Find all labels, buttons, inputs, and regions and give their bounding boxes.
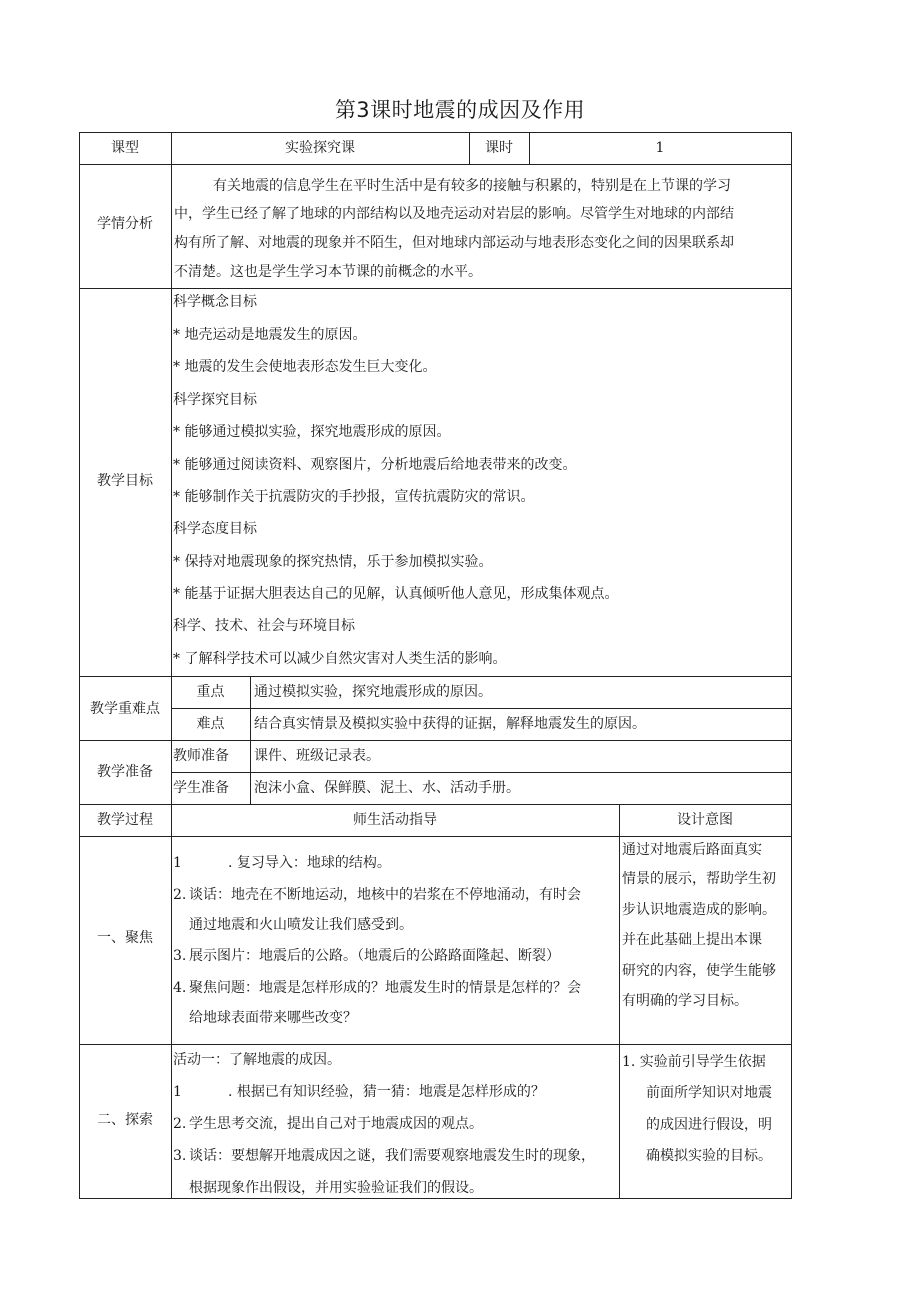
table-border-top bbox=[79, 132, 792, 133]
explore-text: 学生思考交流，提出自己对于地震成因的观点。 bbox=[189, 1116, 483, 1132]
focus-intent-line: 通过对地震后路面真实 bbox=[622, 842, 762, 858]
goal-item: * 保持对地震现象的探究热情，乐于参加模拟实验。 bbox=[173, 554, 493, 570]
page-title: 第3课时地震的成因及作用 bbox=[334, 98, 586, 122]
explore-text: . 根据已有知识经验，猜一猜：地震是怎样形成的？ bbox=[228, 1084, 545, 1100]
focus-intent-line: 步认识地震造成的影响。 bbox=[622, 902, 776, 918]
goal-heading: 科学态度目标 bbox=[173, 521, 257, 537]
row-divider bbox=[79, 804, 792, 805]
focus-text: 给地球表面带来哪些改变？ bbox=[189, 1010, 357, 1026]
teacher-prep-text: 课件、班级记录表。 bbox=[254, 748, 380, 764]
col-divider bbox=[619, 804, 620, 1199]
table-border-left bbox=[79, 132, 80, 1199]
goal-item: * 能够通过模拟实验，探究地震形成的原因。 bbox=[173, 424, 451, 440]
focus-intent-line: 情景的展示，帮助学生初 bbox=[622, 871, 776, 887]
activity-header: 师生活动指导 bbox=[353, 812, 437, 828]
teacher-prep-label: 教师准备 bbox=[173, 748, 229, 764]
table-border-right bbox=[791, 132, 792, 1199]
goals-label: 教学目标 bbox=[97, 473, 153, 489]
goal-heading: 科学探究目标 bbox=[173, 392, 257, 408]
goal-item: * 地壳运动是地震发生的原因。 bbox=[173, 327, 367, 343]
goal-item: * 能基于证据大胆表达自己的见解，认真倾听他人意见，形成集体观点。 bbox=[173, 586, 619, 602]
focus-intent-line: 研究的内容，使学生能够 bbox=[622, 963, 776, 979]
keypoints-label: 教学重难点 bbox=[90, 701, 160, 717]
col-divider bbox=[171, 132, 172, 1199]
row-divider bbox=[79, 676, 792, 677]
row-divider bbox=[79, 740, 792, 741]
focus-intent-line: 并在此基础上提出本课 bbox=[622, 932, 762, 948]
col-divider bbox=[250, 676, 251, 805]
row-divider bbox=[171, 772, 792, 773]
focus-text: 谈话：地壳在不断地运动，地核中的岩浆在不停地涌动，有时会 bbox=[189, 887, 581, 903]
explore-intent-line: 确模拟实验的目标。 bbox=[646, 1148, 772, 1164]
explore-intent-line: 前面所学知识对地震 bbox=[646, 1085, 772, 1101]
explore-text: 根据现象作出假设，并用实验验证我们的假设。 bbox=[189, 1180, 483, 1196]
goal-heading: 科学概念目标 bbox=[173, 294, 257, 310]
row-divider bbox=[171, 708, 792, 709]
hours-label: 课时 bbox=[485, 140, 513, 156]
analysis-line: 构有所了解、对地震的现象并不陌生，但对地球内部运动与地表形态变化之间的因果联系却 bbox=[174, 235, 734, 251]
explore-text: 谈话：要想解开地震成因之谜，我们需要观察地震发生时的现象， bbox=[189, 1148, 595, 1164]
focus-text: 通过地震和火山喷发让我们感受到。 bbox=[189, 917, 413, 933]
goal-item: * 地震的发生会使地表形态发生巨大变化。 bbox=[173, 359, 437, 375]
activity-title: 活动一：了解地震的成因。 bbox=[173, 1052, 341, 1068]
explore-intent-line: 的成因进行假设，明 bbox=[646, 1117, 772, 1133]
type-value: 实验探究课 bbox=[285, 140, 355, 156]
focus-num: 2. bbox=[173, 887, 187, 903]
focus-text: 聚焦问题：地震是怎样形成的？地震发生时的情景是怎样的？会 bbox=[189, 980, 581, 996]
intent-header: 设计意图 bbox=[677, 812, 733, 828]
explore-num: 1 bbox=[173, 1084, 182, 1100]
difficulty-text: 结合真实情景及模拟实验中获得的证据，解释地震发生的原因。 bbox=[254, 716, 646, 732]
row-divider bbox=[79, 288, 792, 289]
student-prep-text: 泡沫小盒、保鲜膜、泥土、水、活动手册。 bbox=[254, 780, 520, 796]
analysis-line: 不清楚。这也是学生学习本节课的前概念的水平。 bbox=[174, 264, 482, 280]
focus-num: 1 bbox=[173, 855, 182, 871]
student-prep-label: 学生准备 bbox=[173, 780, 229, 796]
focus-label: 一、聚焦 bbox=[97, 930, 153, 946]
row-divider bbox=[79, 836, 792, 837]
goal-item: * 了解科学技术可以减少自然灾害对人类生活的影响。 bbox=[173, 651, 507, 667]
focus-num: 3. bbox=[173, 948, 187, 964]
analysis-line: 中，学生已经了解了地球的内部结构以及地壳运动对岩层的影响。尽管学生对地球的内部结 bbox=[174, 206, 734, 222]
row-divider bbox=[79, 164, 792, 165]
focus-intent-line: 有明确的学习目标。 bbox=[622, 993, 748, 1009]
key-label: 重点 bbox=[196, 684, 225, 700]
prep-label: 教学准备 bbox=[97, 764, 153, 780]
process-label: 教学过程 bbox=[97, 812, 153, 828]
explore-num: 3. bbox=[173, 1148, 187, 1164]
explore-num: 2. bbox=[173, 1116, 187, 1132]
table-border-bottom bbox=[79, 1198, 792, 1199]
row-divider bbox=[79, 1044, 792, 1045]
difficulty-label: 难点 bbox=[196, 716, 225, 732]
explore-intent-line: 1. 实验前引导学生依据 bbox=[622, 1054, 766, 1070]
key-text: 通过模拟实验，探究地震形成的原因。 bbox=[254, 684, 492, 700]
type-label: 课型 bbox=[111, 140, 139, 156]
hours-value: 1 bbox=[655, 140, 665, 156]
goal-item: * 能够通过阅读资料、观察图片，分析地震后给地表带来的改变。 bbox=[173, 457, 577, 473]
analysis-line: 有关地震的信息学生在平时生活中是有较多的接触与积累的，特别是在上节课的学习 bbox=[213, 178, 731, 194]
goal-heading: 科学、技术、社会与环境目标 bbox=[173, 618, 355, 634]
analysis-label: 学情分析 bbox=[97, 216, 153, 232]
explore-label: 二、探索 bbox=[97, 1112, 153, 1128]
goal-item: * 能够制作关于抗震防灾的手抄报，宣传抗震防灾的常识。 bbox=[173, 489, 535, 505]
focus-text: . 复习导入：地球的结构。 bbox=[228, 855, 391, 871]
focus-num: 4. bbox=[173, 980, 187, 996]
focus-text: 展示图片：地震后的公路。（地震后的公路路面隆起、断裂） bbox=[189, 948, 560, 964]
